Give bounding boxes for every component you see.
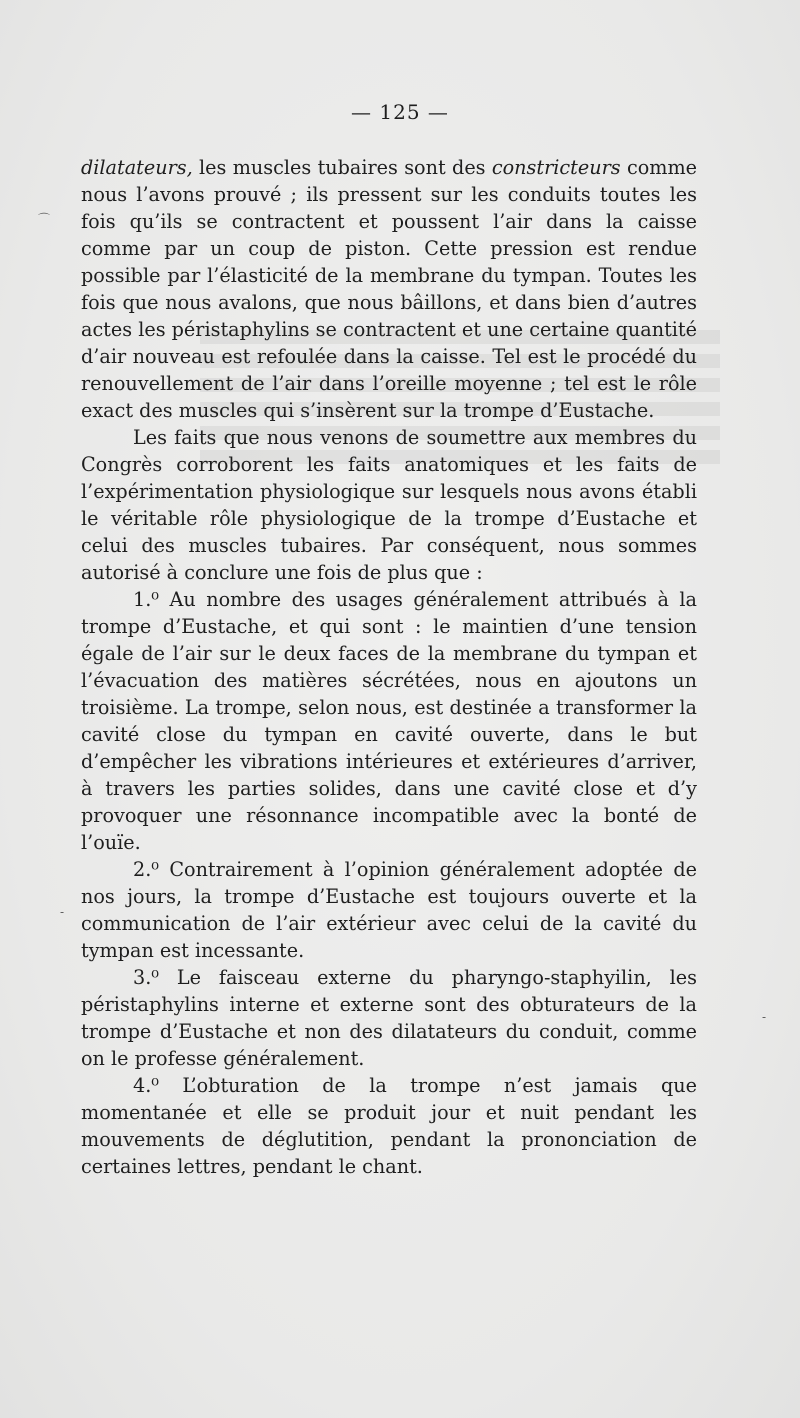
page-number: — 125 —: [351, 100, 449, 124]
paragraph-2: Les faits que nous venons de soumettre aux membres du Congrès corroborent les faits anatomiques et les faits de l’expérimentation physiologique sur lesquels nous avons établi le véritable rôle physiologique de la trompe d’Eustache et celui des muscles tubaires. Par conséquent, nous sommes autorisé à conclure une fois de plus que :: [81, 426, 697, 584]
margin-speck: -: [60, 905, 65, 919]
margin-speck: ⌒: [38, 212, 51, 226]
body-text: [81, 154, 697, 1180]
italic-term-dilatateurs: dilatateurs,: [81, 156, 193, 179]
paragraph-1-text-a: les muscles tubaires sont des: [192, 156, 492, 179]
italic-term-constricteurs: constricteurs: [491, 156, 621, 179]
paragraph-1: [81, 154, 697, 424]
conclusion-3: 3.⁰ Le faisceau externe du pharyngo-staphyilin, les péristaphylins interne et externe sont des obturateurs de la trompe d’Eustache et non des dilatateurs du conduit, comme on le professe généralement.: [81, 966, 697, 1070]
conclusion-2: 2.⁰ Contrairement à l’opinion généralement adoptée de nos jours, la trompe d’Eustache est toujours ouverte et la communication de l’air extérieur avec celui de la cavité du tympan est incessante.: [81, 858, 697, 962]
paragraph-1-text-b: comme nous l’avons prouvé ; ils pressent sur les conduits toutes les fois qu’ils se contractent et poussent l’air dans la caisse comme par un coup de piston. Cette pression est rendue possible par l’élasticité de la membrane du tympan. Toutes les fois que nous avalons, que nous bâillons, et dans bien d’autres actes les péristaphylins se contractent et une certaine quantité d’air nouveau est refoulée dans la caisse. Tel est le procédé du renouvellement de l’air dans l’oreille moyenne ; tel est le rôle exact des muscles qui s’insèrent sur la trompe d’Eustache.: [81, 156, 697, 422]
margin-speck: -: [762, 1010, 767, 1024]
conclusion-4: 4.⁰ L’obturation de la trompe n’est jamais que momentanée et elle se produit jour et nuit pendant les mouvements de déglutition, pendant la prononciation de certaines lettres, pendant le chant.: [81, 1074, 697, 1178]
conclusion-1: 1.⁰ Au nombre des usages généralement attribués à la trompe d’Eustache, et qui sont : le maintien d’une tension égale de l’air sur le deux faces de la membrane du tympan et l’évacuation des matières sécrétées, nous en ajoutons un troisième. La trompe, selon nous, est destinée a transformer la cavité close du tympan en cavité ouverte, dans le but d’empêcher les vibrations intérieures et extérieures d’arriver, à travers les parties solides, dans une cavité close et d’y provoquer une résonnance incompatible avec la bonté de l’ouïe.: [81, 588, 697, 854]
